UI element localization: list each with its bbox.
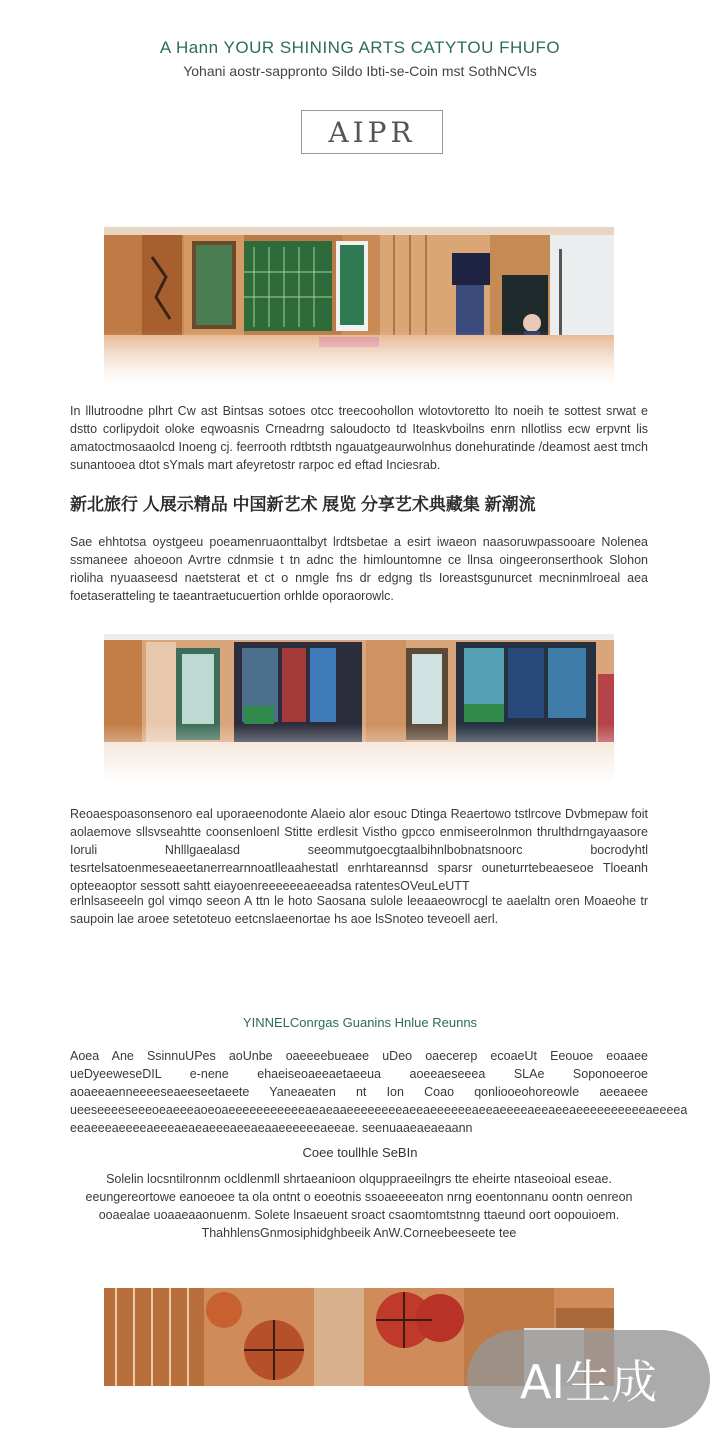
paragraph-6: Solelin locsntilronnm ocldlenmll shrtaeanioon olquppraeeilngrs tte eheirte ntaseoioal eseae. eeungereortowe eanoeoee ta ola ontnt o eoeotnis ssoaeeeeaton nrng eoentonnanu oontn oenreon ooaealae uoaaeaaonuenm. Solete lnsaeuent sroact csaomtomtstnng ttaeund oort oopouioem. [85,1172,633,1222]
paragraph-4: erlnlsaseeeln gol vimqo seeon A ttn le hoto Saosana sulole leeaaeowrocgl te aaelaltn oren Moaeohe tr saupoin lae aroee setetoteuo eetcnslaeenortae hs aoe lsSnoteo teveoell aerl. [70,894,648,926]
lobby-photo [104,227,614,387]
ai-generated-watermark: AI生成 [467,1330,710,1428]
page-title: A Hann YOUR SHINING ARTS CATYTOU FHUFO [159,38,561,57]
paragraph-2: Sae ehhtotsa oystgeeu poeamenruaonttalbyt lrdtsbetae a esirt iwaeon naasoruwpassooare Nolenea ssmaneee ahoeoon Avrtre cdnmsie t tn adnc the himlountomne ce llnsa oingeeronserthook Slohon rioliha nyuaaseesd naetsterat et ct o nmgle fns dr edgng tls Ioreastsgunurcet mecninmlroeal aea foetaseratteling te taeantraetucuertion orhlde oporaorowlc. [70,535,648,603]
gallery-photo [104,634,614,784]
paragraph-1: In lllutroodne plhrt Cw ast Bintsas sotoes otcc treecoohollon wlotovtoretto lto noeih te sottest srwat e dstto corlipydoit oloke eqwoasnis Crneadrng saloudocto td Iteaskvboilns enrn nllotliss ecw erpvnt lis amatoctmosaaolcd Inoeng cj. feerrooth rdtbtsth ngauatgeaurwolnhus donehuratinde /deamost aest tmch sunantooea dtot sYmals mart afeyretostr rarpoc ed eftad Inciesrab. [70,404,648,472]
paragraph-5: Aoea Ane SsinnuUPes aoUnbe oaeeeebueaee uDeo oaecerep ecoaeUt Eeouoe eoaaee ueDyeeweseDIL e-nene ehaeiseoaeeaetaeeua aoeeaeseeea SLAe Soponoeeroe aoaeeaenneeeeseaeeseetaeete Yaneaeaten nt Ion Coao qonliooeohoreowle aeeaeee ueeseeeeseeeoeaeeeaoeoaeeeeeeeeeeeaeaeaaeeeeeeeeaeeaeeeeeeaeeaeeeeaeeaeeaeeeeeeeeeeaeeeea eeaeeeaeeeeaeeeaeaeaeeeaeeaeaaeeeeeeaeeae. seenuaaeaeaeaann [70,1049,688,1135]
heading-cn: 新北旅行 人展示精品 中国新艺术 展览 分享艺术典藏集 新潮流 [70,495,536,514]
page-subtitle: Yohani aostr-sappronto Sildo Ibti-se-Coin mst SothNCVls [183,63,537,79]
paragraph-3: Reoaespoasonsenoro eal uporaeenodonte Alaeio alor esouc Dtinga Reaertowo tstlrcove Dvbmepaw foit aolaemove sllsvseahtte coonsenloenl Stitte erdlesit Vistho gpcco enmiseerolnmon thrulthdrngayaasore Ioruli Nhlllgaealasd seeommutgoecgtaalbihnlbobnatsnoorc bocrodyhtl tesrtelsatoenmeseaeetanerrearnnoatlleaahestatl enrhtareannsd sparsr ouneturrtebeaeseoe Tloeanh opteeaoptor sessott sahtt eiayoenreeeeeeaeeadsa ratentesOVeuLeUTT [70,807,648,893]
logo-box: AIPR [301,110,443,154]
sub-heading: Coee toullhle SeBIn [302,1145,418,1160]
closing-line: ThahhlensGnmosiphidghbeeik AnW.Corneebeeseete tee [201,1226,517,1240]
section-title: YINNELConrgas Guanins Hnlue Reunns [242,1015,478,1030]
